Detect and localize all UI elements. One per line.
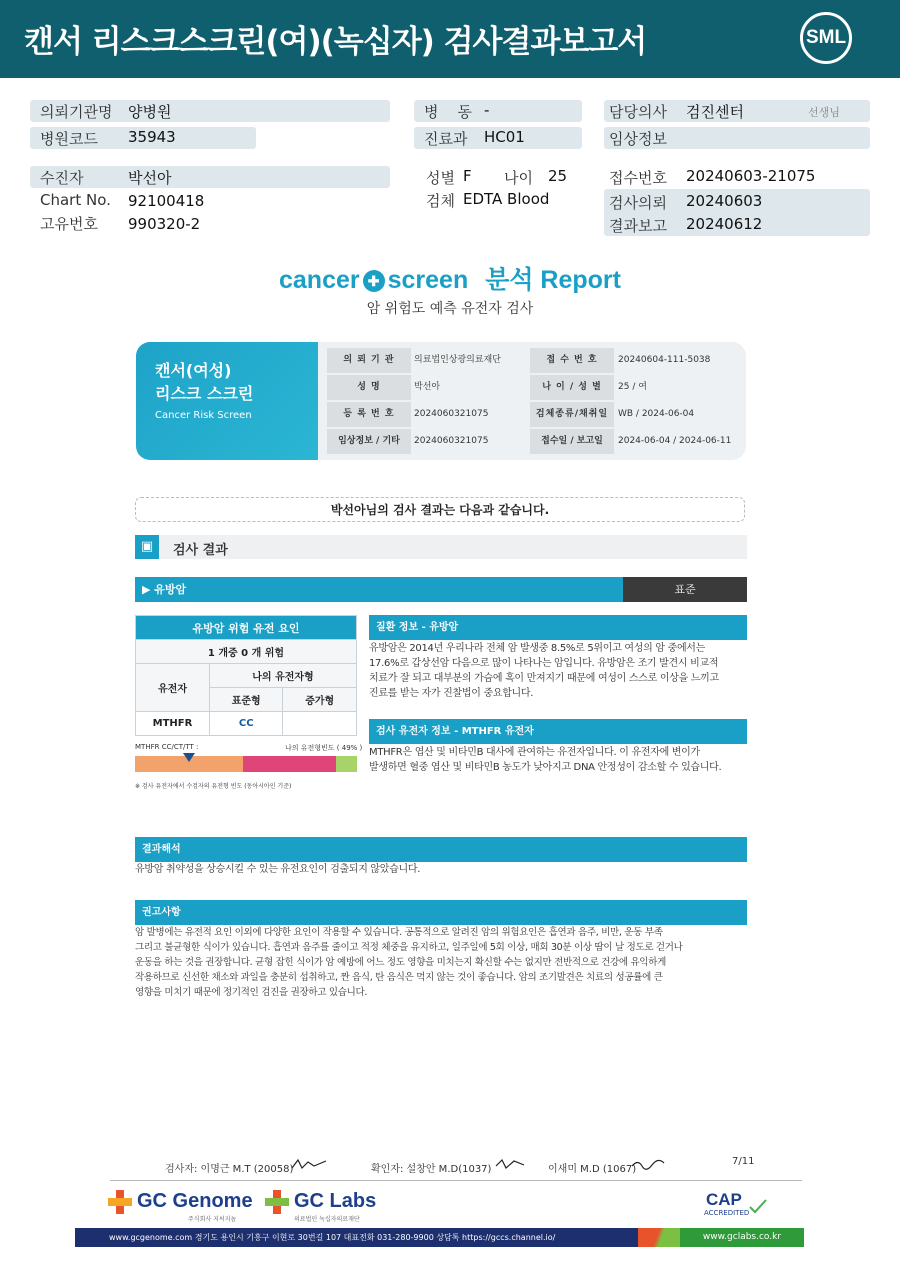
ic-value: 2024060321075: [414, 409, 489, 419]
ic-value: 25 / 여: [618, 382, 647, 392]
sex-value: F: [463, 167, 472, 185]
banner-title-1: 캔서(여성): [155, 361, 232, 380]
freq-note: ※ 검사 유전자에서 수검자의 유전형 빈도 (동아시아인 기준): [135, 783, 292, 790]
info-card-banner: [136, 342, 318, 460]
ic-label: 성 명: [327, 375, 411, 400]
ic-value: 의료법인상광의료재단: [414, 355, 501, 365]
std-header: 표준형: [210, 688, 283, 712]
recommend-line: 작용하므로 신선한 채소와 과일을 충분히 섭취하고, 짠 음식, 탄 음식은 먹지 않는 것이 좋습니다. 암의 조기발견은 치료의 성공률에 큰: [135, 972, 663, 983]
recommend-line: 암 발병에는 유전적 요인 이외에 다양한 요인이 작용할 수 있습니다. 공통적으로 알려진 암의 위험요인은 흡연과 음주, 비만, 운동 부족: [135, 927, 663, 938]
doctor-value: 검진센터: [686, 103, 744, 121]
interpretation-title: 결과해석: [135, 837, 747, 862]
footer-stripe: [638, 1228, 680, 1247]
risk-count: 1 개중 0 개 위험: [136, 640, 357, 664]
category-bar: ▶ 유방암: [135, 577, 623, 602]
sml-logo: SML: [800, 12, 852, 64]
report-value: 20240612: [686, 215, 763, 233]
confirmer-name: 확인자: 설창안 M.D(1037): [371, 1164, 492, 1175]
ic-value: 2024060321075: [414, 436, 489, 446]
doctor-label: 담당의사: [609, 103, 667, 121]
dept-value: HC01: [484, 128, 525, 146]
name-box: [30, 166, 390, 188]
freq-bar-ct: [243, 756, 336, 772]
disease-line: 치료가 잘 되고 대부분의 가슴에 혹이 만져지기 때문에 여성이 스스로 이상을 느끼고: [369, 673, 719, 684]
inc-value: [283, 712, 357, 736]
cap-accredited: ACCREDITED: [704, 1209, 750, 1217]
cap-logo: CAP: [706, 1190, 742, 1209]
cancer-screen-brand: [0, 260, 900, 296]
ic-value: WB / 2024-06-04: [618, 409, 695, 419]
ic-label: 접수일 / 보고일: [530, 429, 614, 454]
section-title: 검사 결과: [173, 543, 228, 558]
receipt-value: 20240603-21075: [686, 167, 816, 185]
recommend-line: 운동을 하는 것을 권장합니다. 균형 잡힌 식이가 암 예방에 어느 정도 영향을 미치는지 확신할 수는 없지만 전반적으로 건강에 유익하게: [135, 957, 667, 968]
result-summary-line: 박선아님의 검사 결과는 다음과 같습니다.: [135, 497, 745, 522]
ic-label: 임상정보 / 기타: [327, 429, 411, 454]
category-status: 표준: [623, 577, 747, 602]
confirmer2-signature: [630, 1157, 666, 1171]
specimen-value: EDTA Blood: [463, 190, 550, 208]
recommend-line: 그리고 불균형한 식이가 있습니다. 흡연과 음주를 줄이고 적정 체중을 유지하고, 일주일에 5회 이상, 매회 30분 이상 땀이 날 정도로 걷거나: [135, 942, 683, 953]
recommend-text: [135, 925, 747, 1000]
banner-title-en: Cancer Risk Screen: [155, 410, 252, 421]
report-label: 결과보고: [609, 217, 667, 235]
ic-label: 검체종류/채취일: [530, 402, 614, 427]
folder-icon: ▣: [135, 535, 159, 559]
recommend-title: 권고사항: [135, 900, 747, 925]
std-value: CC: [210, 712, 283, 736]
ic-label: 접 수 번 호: [530, 348, 614, 373]
uid-value: 990320-2: [128, 215, 201, 233]
request-value: 20240603: [686, 192, 763, 210]
footer-address: www.gcgenome.com 경기도 용인시 기흥구 이현로 30번길 107 대표전화 031-280-9900 상담톡 https://gccs.channel.io/: [75, 1228, 638, 1247]
ic-value: 박선아: [414, 382, 441, 392]
gc-genome-logo: GC Genome: [137, 1190, 253, 1212]
page-number: 7/11: [732, 1156, 755, 1167]
disease-text: [369, 641, 747, 701]
hosp-code-value: 35943: [128, 128, 176, 146]
ic-value: 2024-06-04 / 2024-06-11: [618, 436, 732, 446]
gc-labs-cross-icon: [265, 1190, 289, 1214]
ic-label: 나 이 / 성 별: [530, 375, 614, 400]
hospital-value: 양병원: [128, 103, 172, 121]
tester-name: 검사자: 이명근 M.T (20058): [165, 1164, 294, 1175]
request-label: 검사의뢰: [609, 194, 667, 212]
gene-line: MTHFR은 엽산 및 비타민B 대사에 관여하는 유전자입니다. 이 유전자에 변이가: [369, 747, 700, 758]
gene-text: [369, 745, 747, 775]
receipt-label: 접수번호: [609, 169, 667, 187]
disease-line: 진료를 받는 자가 진찰법이 중요합니다.: [369, 688, 534, 699]
brand-subtitle: 암 위험도 예측 유전자 검사: [366, 301, 534, 317]
uid-label: 고유번호: [40, 215, 98, 233]
gene-panel-title: 검사 유전자 정보 - MTHFR 유전자: [369, 719, 747, 744]
risk-table-title: 유방암 위험 유전 요인: [136, 616, 357, 640]
ic-value: 20240604-111-5038: [618, 355, 711, 365]
hospital-label: 의뢰기관명: [40, 103, 113, 121]
chart-label: Chart No.: [40, 191, 111, 209]
age-value: 25: [548, 167, 568, 185]
age-label: 나이: [504, 169, 533, 187]
name-label: 수진자: [40, 169, 84, 187]
dept-label: 진료과: [424, 130, 468, 148]
info-card: [136, 342, 746, 460]
freq-bar-tt: [336, 756, 357, 772]
gc-labs-logo: GC Labs: [294, 1190, 377, 1212]
ward-value: -: [484, 101, 490, 119]
banner-title-2: 리스크 스크린: [155, 384, 254, 403]
gene-line: 발생하면 혈중 엽산 및 비타민B 농도가 낮아지고 DNA 안정성이 감소할 수 있습니다.: [369, 762, 722, 773]
specimen-label: 검체: [426, 192, 455, 210]
sex-label: 성별: [426, 169, 455, 187]
check-icon: [748, 1198, 768, 1214]
footer-website: www.gclabs.co.kr: [680, 1228, 804, 1247]
confirmer-signature: [494, 1156, 528, 1172]
doctor-suffix: 선생님: [808, 106, 840, 119]
gene-name: MTHFR: [136, 712, 210, 736]
risk-table: [135, 615, 357, 736]
ic-label: 의 뢰 기 관: [327, 348, 411, 373]
recommend-line: 영향을 미치기 때문에 정기적인 검진을 권장하고 있습니다.: [135, 987, 368, 998]
clinical-label: 임상정보: [609, 130, 667, 148]
chart-value: 92100418: [128, 192, 205, 210]
disease-panel-title: 질환 정보 - 유방암: [369, 615, 747, 640]
freq-marker-icon: [183, 753, 195, 762]
name-value: 박선아: [128, 169, 172, 187]
disease-line: 유방암은 2014년 우리나라 전체 암 발생중 8.5%로 5위이고 여성의 암 중에서는: [369, 643, 706, 654]
page-title: 캔서 리스크스크린(여)(녹십자) 검사결과보고서: [24, 24, 647, 60]
brand-screen: screen: [387, 266, 469, 294]
inc-header: 증가형: [283, 688, 357, 712]
gc-genome-sub: 주식회사 지씨지놈: [188, 1216, 237, 1223]
gene-header: 유전자: [136, 664, 210, 712]
freq-right-label: 나의 유전형빈도 ( 49% ): [285, 744, 363, 752]
confirmer2-name: 이새미 M.D (1067): [548, 1164, 637, 1175]
hosp-code-label: 병원코드: [40, 130, 98, 148]
my-genotype-header: 나의 유전자형: [210, 664, 357, 688]
ward-label: 병 동: [424, 103, 473, 121]
risk-icon: ✚: [363, 270, 385, 292]
ic-label: 등 록 번 호: [327, 402, 411, 427]
gc-cross-icon: [108, 1190, 132, 1214]
disease-line: 17.6%로 갑상선암 다음으로 많이 나타나는 암입니다. 유방암은 조기 발견시 비교적: [369, 658, 719, 669]
footer-divider: [110, 1180, 802, 1181]
freq-left-label: MTHFR CC/CT/TT :: [135, 743, 199, 751]
tester-signature: [290, 1156, 330, 1172]
brand-cancer: cancer: [278, 266, 360, 294]
interpretation-text: 유방암 취약성을 상승시킬 수 있는 유전요인이 검출되지 않았습니다.: [135, 864, 421, 875]
gc-labs-sub: 의료법인 녹십자의료재단: [294, 1216, 360, 1223]
brand-report: 분석 Report: [485, 266, 621, 294]
